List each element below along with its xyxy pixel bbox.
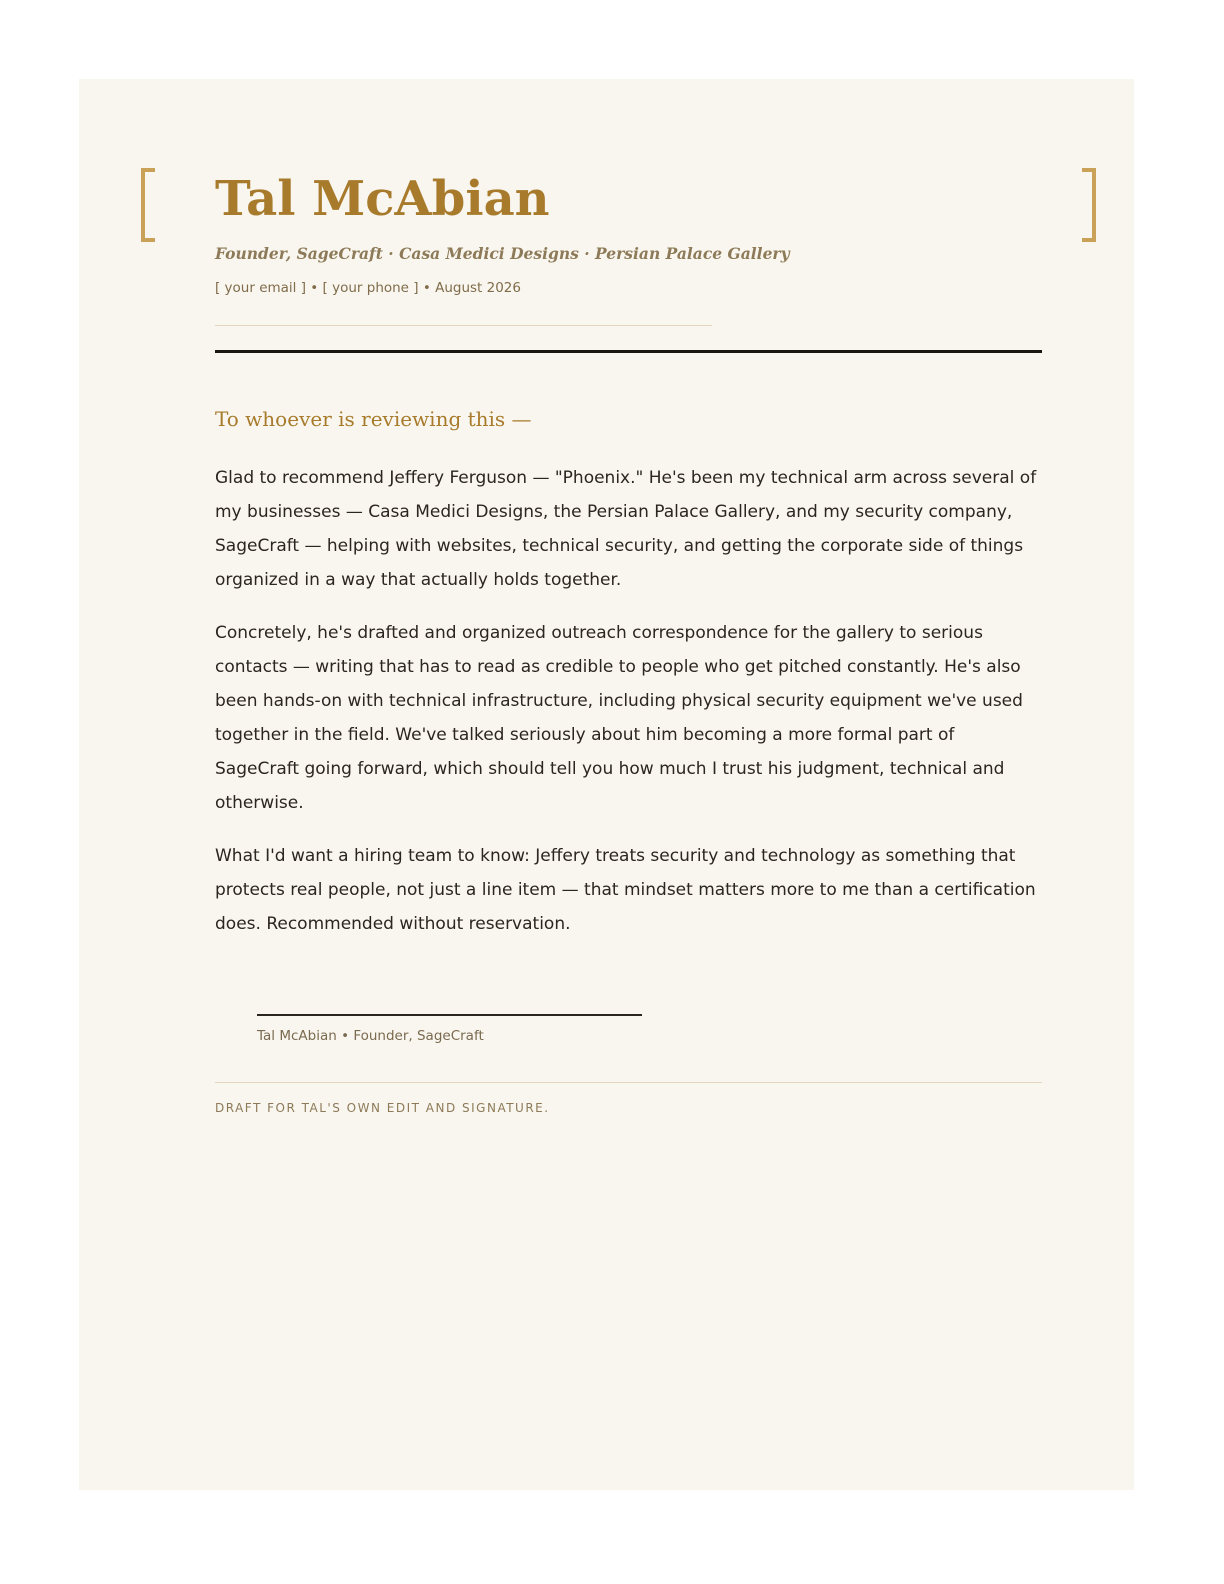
header-thin-divider (215, 325, 712, 326)
header-thick-divider (215, 350, 1042, 353)
draft-footnote: DRAFT FOR TAL'S OWN EDIT AND SIGNATURE. (215, 1101, 550, 1115)
author-name: Tal McAbian (215, 171, 550, 227)
salutation: To whoever is reviewing this — (215, 407, 532, 431)
letter-body (215, 461, 1041, 960)
right-bracket-ornament (1082, 168, 1096, 242)
body-paragraph: Glad to recommend Jeffery Ferguson — "Phoenix." He's been my technical arm across several of my businesses — Casa Medici Designs, the Persian Palace Gallery, and my security company, SageCraft — helping with websites, technical security, and getting the corporate side of things organized in a way that actually holds together. (215, 468, 1037, 590)
author-subtitle: Founder, SageCraft · Casa Medici Designs · Persian Palace Gallery (215, 244, 790, 263)
body-paragraph: Concretely, he's drafted and organized outreach correspondence for the gallery to serious contacts — writing that has to read as credible to people who get pitched constantly. He's also been hands-on with technical infrastructure, including physical security equipment we've used together in the field. We've talked seriously about him becoming a more formal part of SageCraft going forward, which should tell you how much I trust his judgment, technical and otherwise. (215, 623, 1023, 813)
letter-page (79, 79, 1134, 1490)
footer-divider (215, 1082, 1042, 1083)
body-paragraph: What I'd want a hiring team to know: Jeffery treats security and technology as something that protects real people, not just a line item — that mindset matters more to me than a certification does. Recommended without reservation. (215, 846, 1036, 934)
left-bracket-ornament (141, 168, 155, 242)
signature-line (257, 1014, 642, 1016)
contact-line: [ your email ] • [ your phone ] • August 2026 (215, 280, 521, 296)
signature-caption: Tal McAbian • Founder, SageCraft (257, 1028, 484, 1044)
